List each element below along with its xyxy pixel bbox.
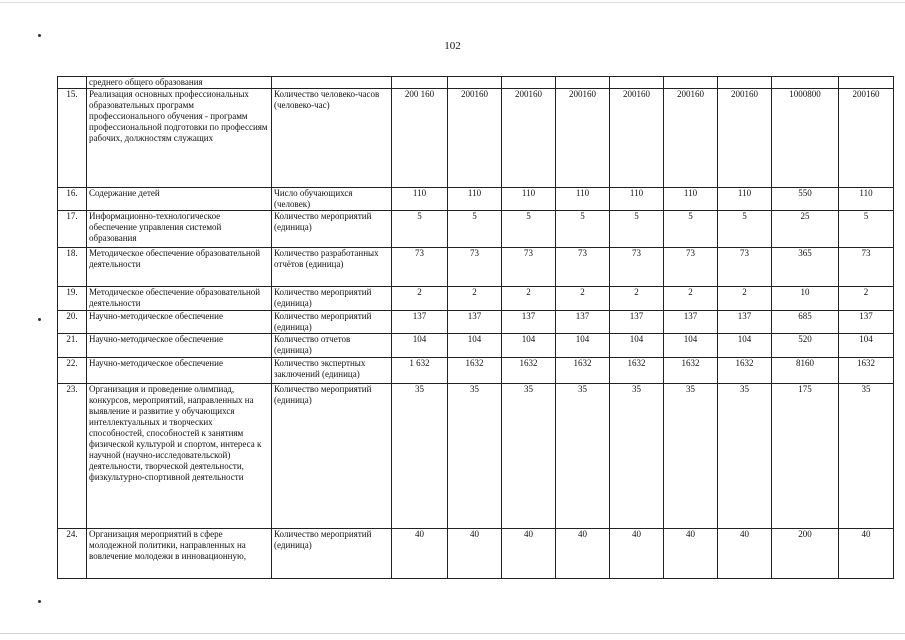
row-number: 15. (58, 89, 87, 188)
value-cell: 1632 (610, 358, 664, 384)
value-cell: 2 (664, 287, 718, 311)
value-cell: 2 (448, 287, 502, 311)
service-name: Научно-методическое обеспечение (87, 334, 272, 358)
value-cell: 1632 (556, 358, 610, 384)
continuation-text: среднего общего образования (87, 77, 272, 89)
value-cell: 1632 (502, 358, 556, 384)
indicator-name: Количество мероприятий (единица) (272, 529, 392, 579)
service-name: Организация мероприятий в сфере молодежной политики, направленных на вовлечение молодежи в инновационную, (87, 529, 272, 579)
table-row (58, 248, 894, 287)
value-cell: 200160 (610, 89, 664, 188)
value-cell: 5 (448, 211, 502, 248)
value-cell: 40 (556, 529, 610, 579)
service-name: Информационно-технологическое обеспечение управления системой образования (87, 211, 272, 248)
value-cell: 8160 (772, 358, 839, 384)
table-row (58, 529, 894, 579)
row-number: 22. (58, 358, 87, 384)
value-cell: 550 (772, 188, 839, 211)
indicator-name: Количество отчетов (единица) (272, 334, 392, 358)
table-row (58, 334, 894, 358)
value-cell: 73 (556, 248, 610, 287)
value-cell: 73 (664, 248, 718, 287)
table-row (58, 384, 894, 529)
row-number: 21. (58, 334, 87, 358)
value-cell: 5 (664, 211, 718, 248)
value-cell: 40 (392, 529, 448, 579)
value-cell: 5 (502, 211, 556, 248)
value-cell: 137 (610, 311, 664, 334)
indicator-name: Количество разработанных отчётов (единица) (272, 248, 392, 287)
row-number: 23. (58, 384, 87, 529)
table-row (58, 89, 894, 188)
value-cell: 110 (610, 188, 664, 211)
value-cell: 200 160 (392, 89, 448, 188)
value-cell: 200160 (718, 89, 772, 188)
value-cell: 685 (772, 311, 839, 334)
value-cell: 5 (610, 211, 664, 248)
row-number: 17. (58, 211, 87, 248)
row-number: 19. (58, 287, 87, 311)
value-cell: 35 (556, 384, 610, 529)
value-cell: 2 (392, 287, 448, 311)
scan-speck (38, 318, 41, 321)
service-name: Научно-методическое обеспечение (87, 358, 272, 384)
value-cell: 137 (502, 311, 556, 334)
indicators-table (57, 76, 894, 579)
value-cell: 5 (718, 211, 772, 248)
value-cell: 40 (664, 529, 718, 579)
value-cell: 137 (556, 311, 610, 334)
value-cell: 110 (664, 188, 718, 211)
value-cell: 35 (502, 384, 556, 529)
service-name: Методическое обеспечение образовательной деятельности (87, 287, 272, 311)
service-name: Научно-методическое обеспечение (87, 311, 272, 334)
value-cell: 2 (556, 287, 610, 311)
value-cell: 137 (392, 311, 448, 334)
value-cell: 175 (772, 384, 839, 529)
value-cell: 104 (448, 334, 502, 358)
table-row (58, 211, 894, 248)
value-cell: 25 (772, 211, 839, 248)
value-cell: 73 (392, 248, 448, 287)
value-cell: 200160 (839, 89, 894, 188)
value-cell: 10 (772, 287, 839, 311)
value-cell: 110 (556, 188, 610, 211)
value-cell: 365 (772, 248, 839, 287)
row-number: 18. (58, 248, 87, 287)
table-row (58, 358, 894, 384)
value-cell: 137 (839, 311, 894, 334)
value-cell: 73 (718, 248, 772, 287)
row-number: 24. (58, 529, 87, 579)
value-cell: 73 (839, 248, 894, 287)
row-number: 16. (58, 188, 87, 211)
value-cell: 200160 (448, 89, 502, 188)
table-row (58, 311, 894, 334)
value-cell: 1632 (664, 358, 718, 384)
indicator-name: Число обучающихся (человек) (272, 188, 392, 211)
value-cell: 104 (839, 334, 894, 358)
value-cell: 40 (718, 529, 772, 579)
value-cell: 110 (502, 188, 556, 211)
value-cell: 104 (718, 334, 772, 358)
value-cell: 1632 (839, 358, 894, 384)
value-cell: 40 (610, 529, 664, 579)
value-cell: 35 (448, 384, 502, 529)
value-cell: 35 (610, 384, 664, 529)
value-cell: 104 (556, 334, 610, 358)
value-cell: 104 (502, 334, 556, 358)
value-cell: 5 (839, 211, 894, 248)
table-row (58, 287, 894, 311)
value-cell: 35 (718, 384, 772, 529)
indicator-name: Количество мероприятий (единица) (272, 311, 392, 334)
service-name: Содержание детей (87, 188, 272, 211)
value-cell: 2 (718, 287, 772, 311)
value-cell: 1632 (718, 358, 772, 384)
cell-indicator (272, 77, 392, 89)
value-cell: 1000800 (772, 89, 839, 188)
continuation-row (58, 77, 894, 89)
value-cell: 5 (392, 211, 448, 248)
value-cell: 5 (556, 211, 610, 248)
value-cell: 200 (772, 529, 839, 579)
value-cell: 73 (502, 248, 556, 287)
page-number: 102 (444, 40, 461, 52)
value-cell: 110 (448, 188, 502, 211)
value-cell: 520 (772, 334, 839, 358)
service-name: Методическое обеспечение образовательной деятельности (87, 248, 272, 287)
indicator-name: Количество мероприятий (единица) (272, 287, 392, 311)
table-row (58, 188, 894, 211)
indicator-name: Количество экспертных заключений (единица) (272, 358, 392, 384)
scan-artifact (0, 2, 905, 3)
value-cell: 73 (448, 248, 502, 287)
value-cell: 73 (610, 248, 664, 287)
value-cell: 110 (392, 188, 448, 211)
value-cell: 110 (839, 188, 894, 211)
value-cell: 200160 (502, 89, 556, 188)
value-cell: 104 (610, 334, 664, 358)
value-cell: 2 (502, 287, 556, 311)
indicator-name: Количество мероприятий (единица) (272, 384, 392, 529)
value-cell: 35 (664, 384, 718, 529)
value-cell: 137 (664, 311, 718, 334)
value-cell: 35 (839, 384, 894, 529)
value-cell: 104 (664, 334, 718, 358)
scan-speck (38, 34, 41, 37)
service-name: Реализация основных профессиональных образовательных программ профессионального обучения - программ профессиональной подготовки по профессиям рабочих, должностям служащих (87, 89, 272, 188)
value-cell: 1 632 (392, 358, 448, 384)
value-cell: 40 (448, 529, 502, 579)
value-cell: 137 (448, 311, 502, 334)
indicator-name: Количество мероприятий (единица) (272, 211, 392, 248)
value-cell: 40 (839, 529, 894, 579)
scan-speck (38, 600, 41, 603)
value-cell: 110 (718, 188, 772, 211)
value-cell: 200160 (664, 89, 718, 188)
value-cell: 1632 (448, 358, 502, 384)
cell-no (58, 77, 87, 89)
value-cell: 40 (502, 529, 556, 579)
value-cell: 200160 (556, 89, 610, 188)
indicator-name: Количество человеко-часов (человеко-час) (272, 89, 392, 188)
scan-artifact (0, 633, 905, 634)
value-cell: 137 (718, 311, 772, 334)
service-name: Организация и проведение олимпиад, конкурсов, мероприятий, направленных на выявление и развитие у обучающихся интеллектуальных и творческих способностей, способностей к занятиям физической культурой и спортом, интереса к научной (научно-исследовательской) деятельности, творческой деятельности, физкультурно-спортивной деятельности (87, 384, 272, 529)
value-cell: 35 (392, 384, 448, 529)
value-cell: 2 (839, 287, 894, 311)
row-number: 20. (58, 311, 87, 334)
value-cell: 104 (392, 334, 448, 358)
value-cell: 2 (610, 287, 664, 311)
